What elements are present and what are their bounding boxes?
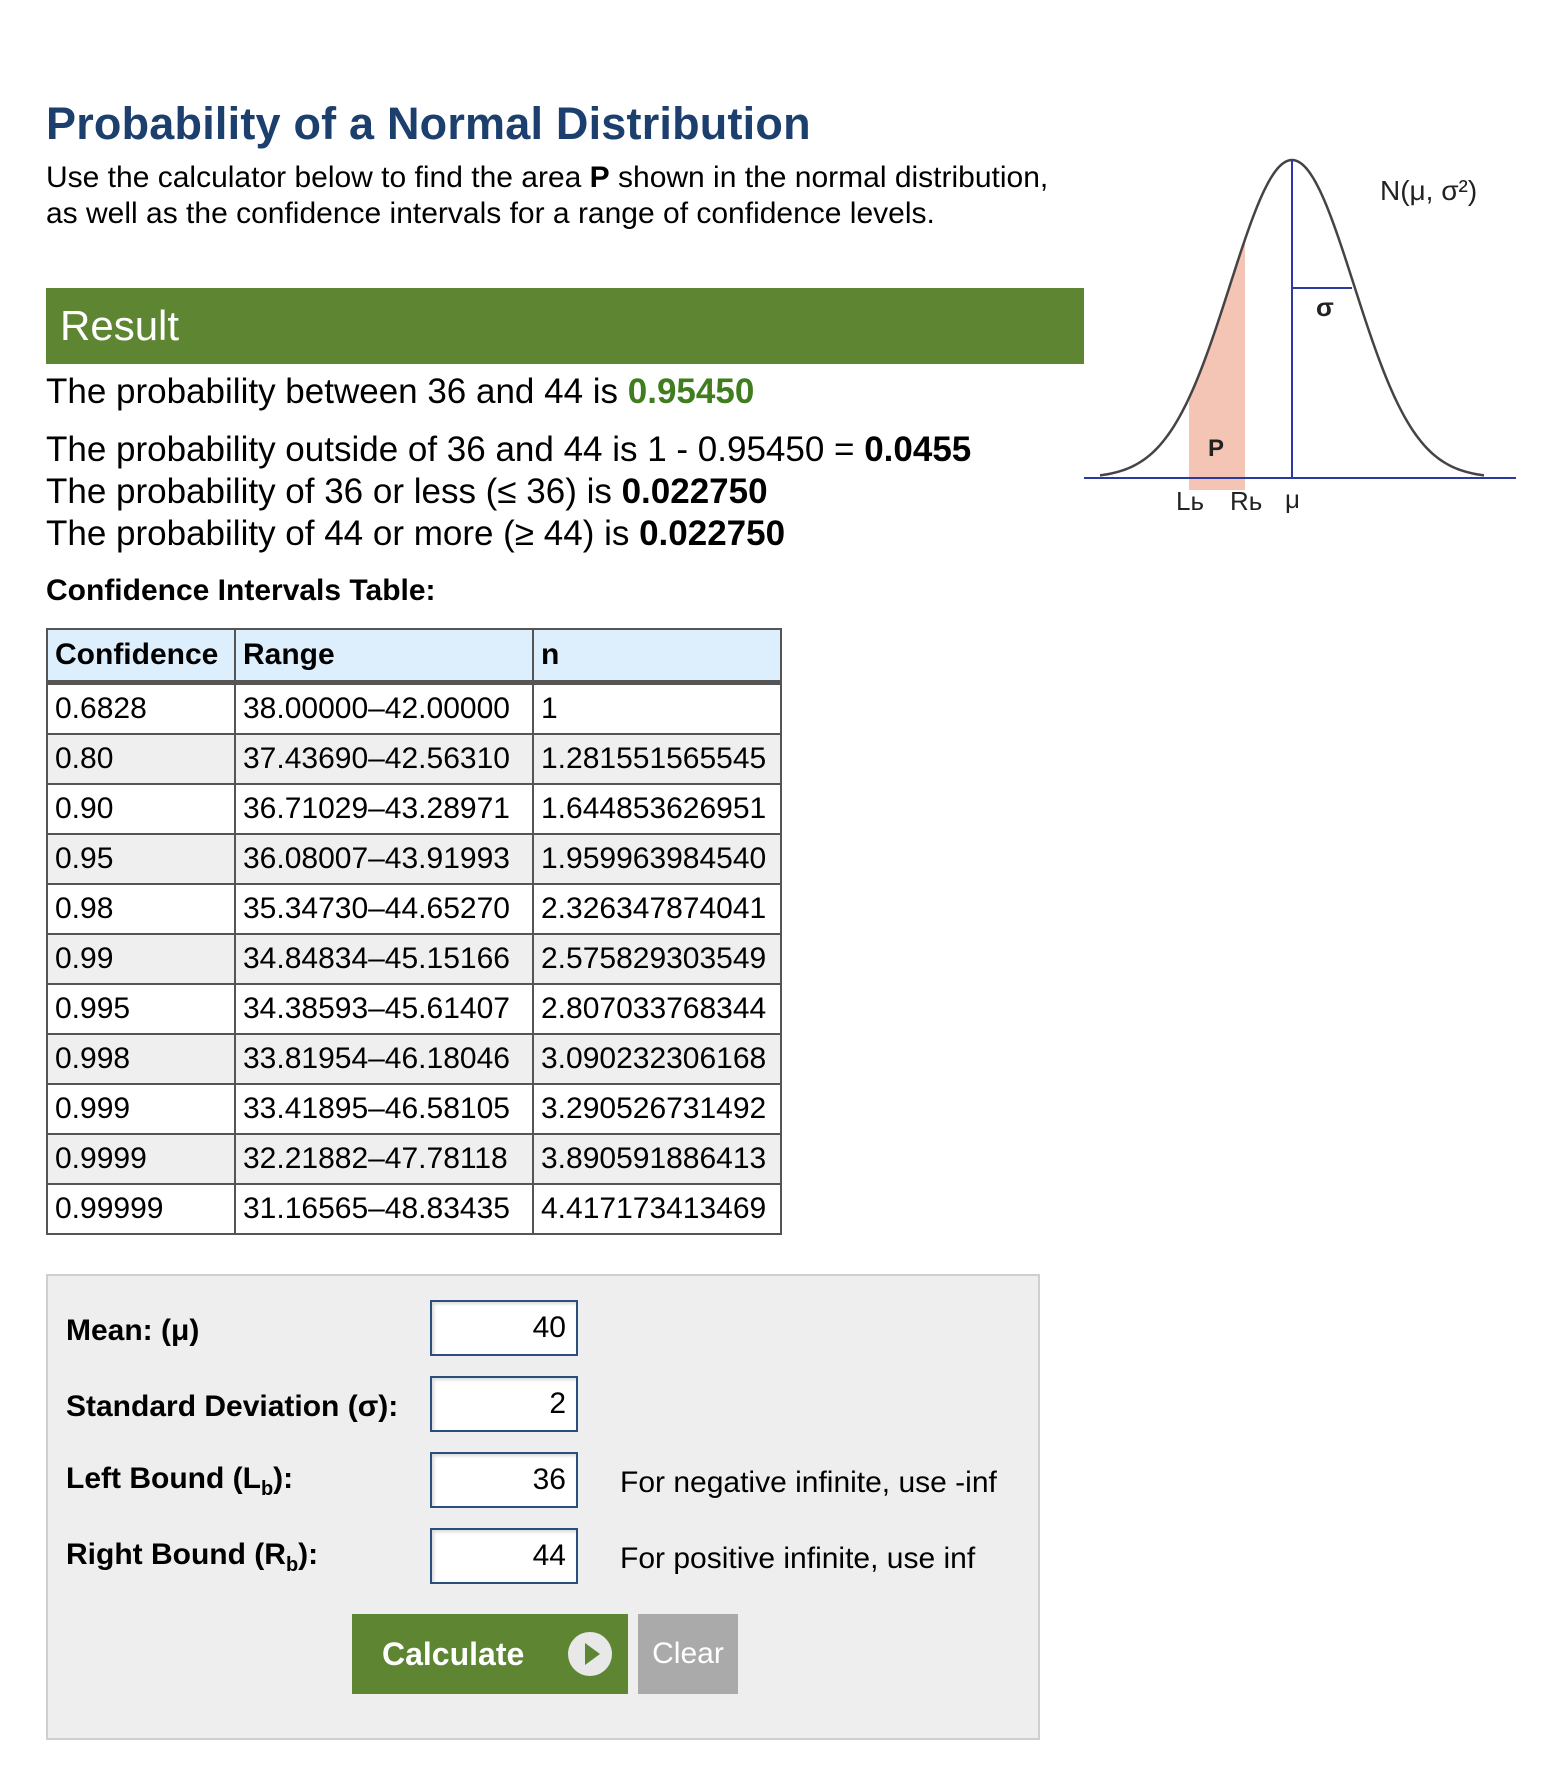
table-row [47,1084,781,1134]
table-row [47,834,781,884]
cell-confidence: 0.99999 [47,1184,235,1234]
mean-input[interactable] [430,1300,578,1356]
right-bound-input[interactable] [430,1528,578,1584]
left-bound-hint: For negative infinite, use -inf [620,1466,997,1499]
cell-range: 36.71029–43.28971 [235,784,533,834]
mu-label: μ [1285,484,1300,514]
cell-confidence: 0.99 [47,934,235,984]
table-row [47,1184,781,1234]
cell-confidence: 0.995 [47,984,235,1034]
right-bound-label-post: ): [298,1538,319,1571]
cell-n: 2.575829303549 [533,934,781,984]
result-outside [46,430,971,470]
sigma-label: σ [1316,292,1334,322]
cell-confidence: 0.998 [47,1034,235,1084]
table-row [47,934,781,984]
right-bound-label-sub: b [285,1554,299,1576]
left-bound-label-pre: Left Bound (L [66,1462,261,1495]
page-title: Probability of a Normal Distribution [46,98,811,149]
result-more-value: 0.022750 [639,514,786,553]
result-less-text: The probability of 36 or less (≤ 36) is [46,472,622,511]
intro-pre: Use the calculator below to find the area [46,161,590,194]
result-outside-text: The probability outside of 36 and 44 is 1 - 0.95450 = [46,430,865,469]
table-row [47,784,781,834]
cell-n: 1 [533,683,781,735]
rb-label: Rь [1230,486,1263,516]
cell-range: 34.84834–45.15166 [235,934,533,984]
cell-range: 35.34730–44.65270 [235,884,533,934]
calculator-form [46,1274,1040,1740]
cell-range: 31.16565–48.83435 [235,1184,533,1234]
left-bound-input[interactable] [430,1452,578,1508]
cell-n: 2.326347874041 [533,884,781,934]
table-header-range: Range [235,629,533,683]
p-label: P [1208,435,1225,462]
cell-n: 1.959963984540 [533,834,781,884]
result-between [46,372,754,412]
cell-range: 34.38593–45.61407 [235,984,533,1034]
cell-range: 33.81954–46.18046 [235,1034,533,1084]
cell-n: 1.644853626951 [533,784,781,834]
sd-label: Standard Deviation (σ): [66,1390,399,1423]
left-bound-label-sub: b [260,1478,274,1500]
cell-range: 37.43690–42.56310 [235,734,533,784]
cell-n: 3.890591886413 [533,1134,781,1184]
result-less [46,472,768,512]
play-arrow-icon [568,1632,612,1676]
table-row [47,1034,781,1084]
table-row [47,984,781,1034]
result-more [46,514,785,554]
cell-n: 3.090232306168 [533,1034,781,1084]
sd-input[interactable] [430,1376,578,1432]
intro-p: P [589,161,610,194]
clear-button[interactable]: Clear [638,1614,738,1694]
cell-confidence: 0.6828 [47,683,235,735]
mean-label: Mean: (μ) [66,1314,200,1347]
result-less-value: 0.022750 [621,472,768,511]
cell-confidence: 0.98 [47,884,235,934]
dist-label: N(μ, σ²) [1380,175,1478,206]
cell-confidence: 0.90 [47,784,235,834]
cell-confidence: 0.9999 [47,1134,235,1184]
cell-range: 38.00000–42.00000 [235,683,533,735]
cell-n: 1.281551565545 [533,734,781,784]
right-bound-label-pre: Right Bound (R [66,1538,286,1571]
result-between-value: 0.95450 [627,372,755,411]
lb-label: Lь [1176,486,1205,516]
table-row [47,1134,781,1184]
normal-distribution-diagram [1080,150,1520,520]
table-row [47,683,781,735]
cell-n: 4.417173413469 [533,1184,781,1234]
intro-post: shown in the normal distribution, as well as the confidence intervals for a range of confidence levels. [46,161,1049,230]
right-bound-hint: For positive infinite, use inf [620,1542,976,1575]
left-bound-label-post: ): [273,1462,294,1495]
cell-range: 36.08007–43.91993 [235,834,533,884]
result-more-text: The probability of 44 or more (≥ 44) is [46,514,640,553]
right-bound-label [66,1538,318,1577]
confidence-intervals-table [46,628,782,1235]
left-bound-label [66,1462,293,1501]
table-header-n: n [533,629,781,683]
cell-confidence: 0.80 [47,734,235,784]
table-header-confidence: Confidence [47,629,235,683]
calculate-button[interactable] [352,1614,628,1694]
cell-n: 3.290526731492 [533,1084,781,1134]
result-outside-value: 0.0455 [864,430,972,469]
ci-table-title: Confidence Intervals Table: [46,574,436,607]
cell-confidence: 0.999 [47,1084,235,1134]
cell-confidence: 0.95 [47,834,235,884]
result-heading: Result [46,288,1084,364]
table-header-row [47,629,781,683]
result-between-text: The probability between 36 and 44 is [46,372,628,411]
cell-range: 33.41895–46.58105 [235,1084,533,1134]
calculate-label: Calculate [382,1635,525,1672]
cell-range: 32.21882–47.78118 [235,1134,533,1184]
intro-text [46,160,1086,232]
cell-n: 2.807033768344 [533,984,781,1034]
table-row [47,734,781,784]
table-row [47,884,781,934]
